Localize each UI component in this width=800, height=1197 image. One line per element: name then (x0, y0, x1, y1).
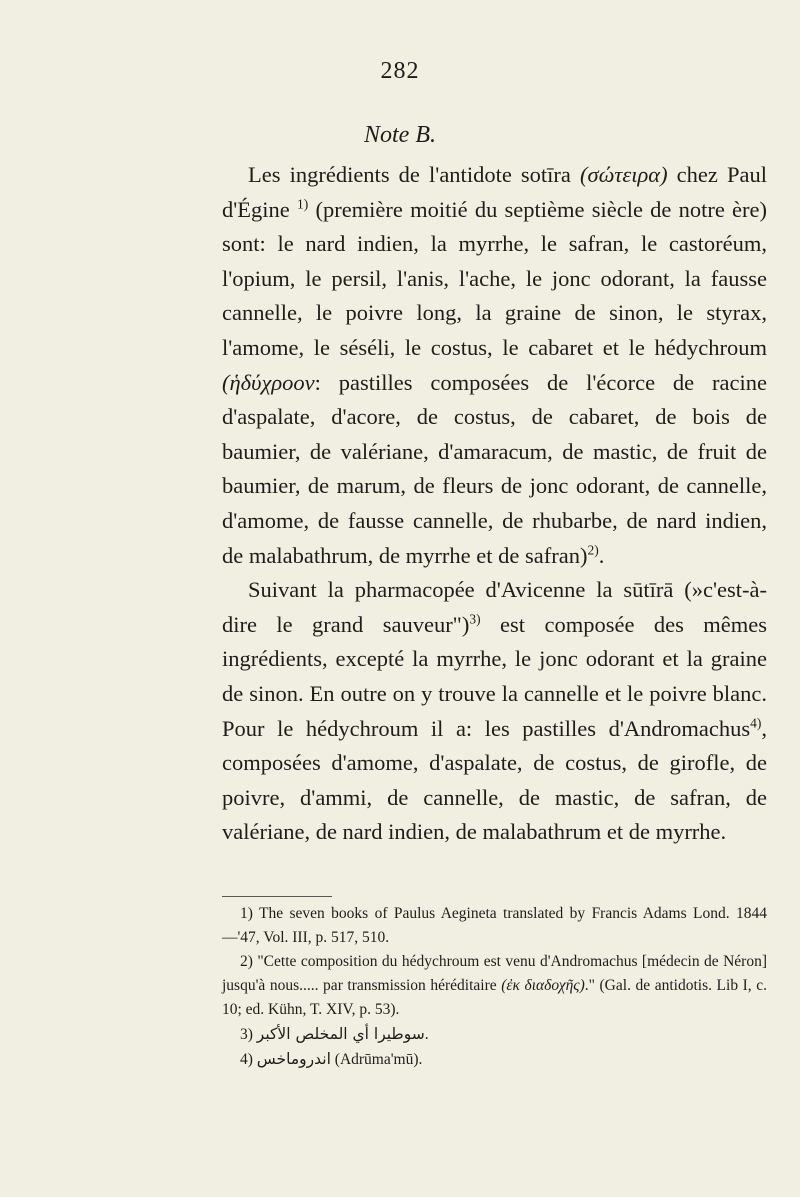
text-run: est composée des mêmes ingrédients, excepté la myrrhe, le jonc odorant et la graine de sinon. En outre on y trouve la cannelle et le poivre blanc. Pour le hédychroum il a: les pastilles d'Andromachus (222, 611, 767, 741)
footnote (222, 1022, 767, 1047)
arabic-term: اندروماخس (256, 1050, 331, 1068)
text-run: . (598, 542, 605, 568)
text-run: 1) The seven books of Paulus Aegineta translated by Francis Adams Lond. 1844—'47, Vol. III, p. 517, 510. (222, 905, 767, 946)
footnote-ref: 4) (750, 715, 762, 730)
text-run: ." (Gal. de antidotis. Lib I, c. 10; ed. Kühn, T. XIV, p. 53). (222, 977, 768, 1018)
text-run: chez Paul d'Égine (222, 162, 768, 222)
footnote-ref: 1) (297, 196, 309, 212)
footnotes (222, 902, 767, 1072)
greek-term: (ἐκ διαδοχῆς) (501, 977, 585, 994)
paragraph (222, 573, 767, 850)
footnote-rule (222, 896, 332, 897)
text-run: 2) "Cette composition du hédychroum est venu d'Andromachus [médecin de Néron] jusqu'à nous..... par transmission héréditaire (222, 953, 767, 994)
text-run: 3) (240, 1026, 257, 1043)
footnote (222, 1047, 767, 1072)
arabic-term: سوطیرا أي المخلص الأكبر (256, 1025, 425, 1043)
note-title: Note B. (364, 122, 436, 148)
text-run: . (424, 1026, 429, 1043)
text-run: (Adrūma'mū). (330, 1051, 423, 1068)
text-run: (première moitié du septième siècle de notre ère) sont: le nard indien, la myrrhe, le safran, le castoréum, l'opium, le persil, l'anis, l'ache, le jonc odorant, la fausse cannelle, le poivre long, la graine de sinon, le styrax, l'amome, le séséli, le costus, le cabaret et le hédychroum (222, 196, 767, 360)
footnote-ref: 3) (469, 611, 481, 627)
greek-term: (ἡδύχρoον (222, 369, 315, 395)
footnote-ref: 2) (587, 542, 599, 558)
text-run: Les ingrédients de l'antidote sotīra (248, 162, 581, 187)
page-number: 282 (380, 58, 420, 84)
text-run: , composées d'amome, d'aspalate, de costus, de girofle, de poivre, d'ammi, de cannelle, de mastic, de safran, de valériane, de nard indien, de malabathrum et de myrrhe. (222, 715, 767, 845)
text-run: Suivant la pharmacopée d'Avicenne la sūtīrā (»c'est-à-dire le grand sauveur") (222, 577, 767, 637)
greek-term: (σώτειρα) (580, 162, 668, 187)
text-run: : pastilles composées de l'écorce de racine d'aspalate, d'acore, de costus, de cabaret, de bois de baumier, de valériane, d'amaracum, de mastic, de fruit de baumier, de marum, de fleurs de jonc odorant, de cannelle, d'amome, de fausse cannelle, de rhubarbe, de nard indien, de malabathrum, de myrrhe et de safran) (222, 369, 767, 568)
text-run: 4) (240, 1051, 257, 1068)
body-text (222, 158, 767, 850)
footnote (222, 902, 767, 950)
paragraph (222, 158, 767, 573)
footnote (222, 950, 767, 1022)
